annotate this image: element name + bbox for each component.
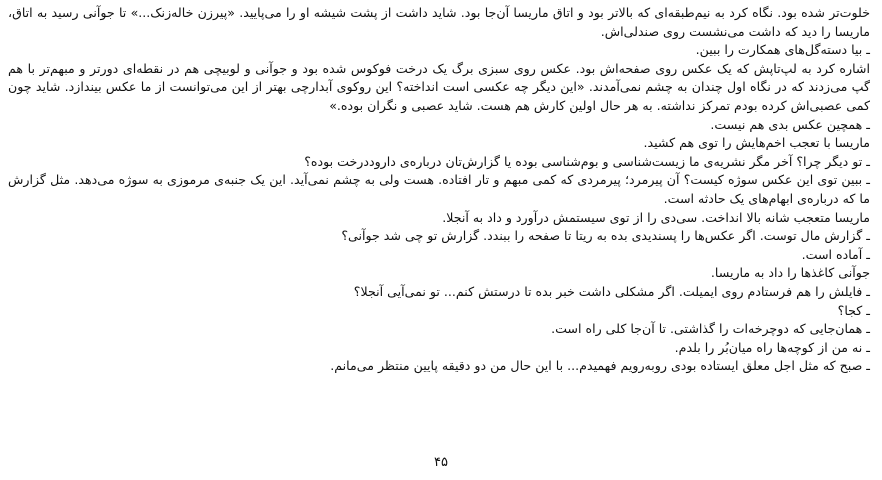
- page-body: [8, 4, 870, 376]
- dialogue-line: ـ فایلش را هم فرستادم روی ایمیلت. اگر مشکلی داشت خبر بده تا درستش کنم... تو نمی‌آیی آنجلا؟: [353, 283, 870, 299]
- dialogue-line: ـ ببین توی این عکس سوژه کیست؟ آن پیرمرد؛ پیرمردی که کمی مبهم و تار افتاده. هست ولی به چشم نمی‌آید. این یک جنبه‌ی مرموزی به سوژه می‌دهد. مثل گزارش ما که درباره‌ی ابهام‌های یک حادثه است.: [8, 172, 870, 206]
- dialogue-line: ـ صبح که مثل اجل معلق ایستاده بودی روبه‌رویم فهمیدم... با این حال من دو دقیقه پایین منتظر می‌مانم.: [330, 358, 870, 374]
- paragraph: جوآنی کاغذها را داد به ماریسا.: [710, 265, 870, 281]
- paragraph: اشاره کرد به لپ‌تاپش که یک عکس روی صفحه‌اش بود. عکس روی سبزی برگ یک درخت فوکوس شده بود و جوآنی و لوبیچی هم در نقطه‌ای دورتر و مبهم‌تر با هم گپ می‌زدند که در نگاه اول چندان به چشم نمی‌آمدند. «این دیگر چه عکسی است انداخته؟ این روکوی آبدارچی بهتر از این می‌توانست از ما عکس بیندازد. شاید چون کمی عصبی‌اش کرده بودم تمرکز نداشته. به هر حال اولین کارش هم هست. شاید عصبی و نگران بوده.»: [8, 60, 870, 113]
- paragraph: ماریسا با تعجب اخم‌هایش را توی هم کشید.: [643, 135, 870, 151]
- dialogue-line: ـ کجا؟: [837, 302, 870, 318]
- paragraph: ماریسا متعجب شانه بالا انداخت. سی‌دی را از توی سیستمش درآورد و داد به آنجلا.: [442, 209, 870, 225]
- dialogue-line: ـ نه من از کوچه‌ها راه میان‌بُر را بلدم.: [674, 339, 870, 355]
- dialogue-line: ـ تو دیگر چرا؟ آخر مگر نشریه‌ی ما زیست‌شناسی و بوم‌شناسی بوده یا گزارش‌تان درباره‌ی داروددرخت بوده؟: [304, 153, 870, 169]
- dialogue-line: ـ همان‌جایی که دوچرخه‌ات را گذاشتی. تا آن‌جا کلی راه است.: [551, 321, 870, 337]
- paragraph: خلوت‌تر شده بود. نگاه کرد به نیم‌طبقه‌ای که بالاتر بود و اتاق ماریسا آن‌جا بود. شاید داشت از پشت شیشه او را می‌پایید. «پیرزن خاله‌زنک...» تا جوآنی رسید به اتاق، ماریسا را دید که داشت می‌نشست روی صندلی‌اش.: [8, 5, 870, 39]
- dialogue-line: ـ همچین عکس بدی هم نیست.: [710, 116, 870, 132]
- dialogue-line: ـ آماده است.: [801, 246, 870, 262]
- page-number: ۴۵: [434, 455, 448, 470]
- dialogue-line: ـ بیا دسته‌گل‌های همکارت را ببین.: [695, 42, 870, 58]
- dialogue-line: ـ گزارش مال توست. اگر عکس‌ها را پسندیدی بده به ریتا تا صفحه را ببندد. گزارش تو چی شد جوآنی؟: [341, 228, 870, 244]
